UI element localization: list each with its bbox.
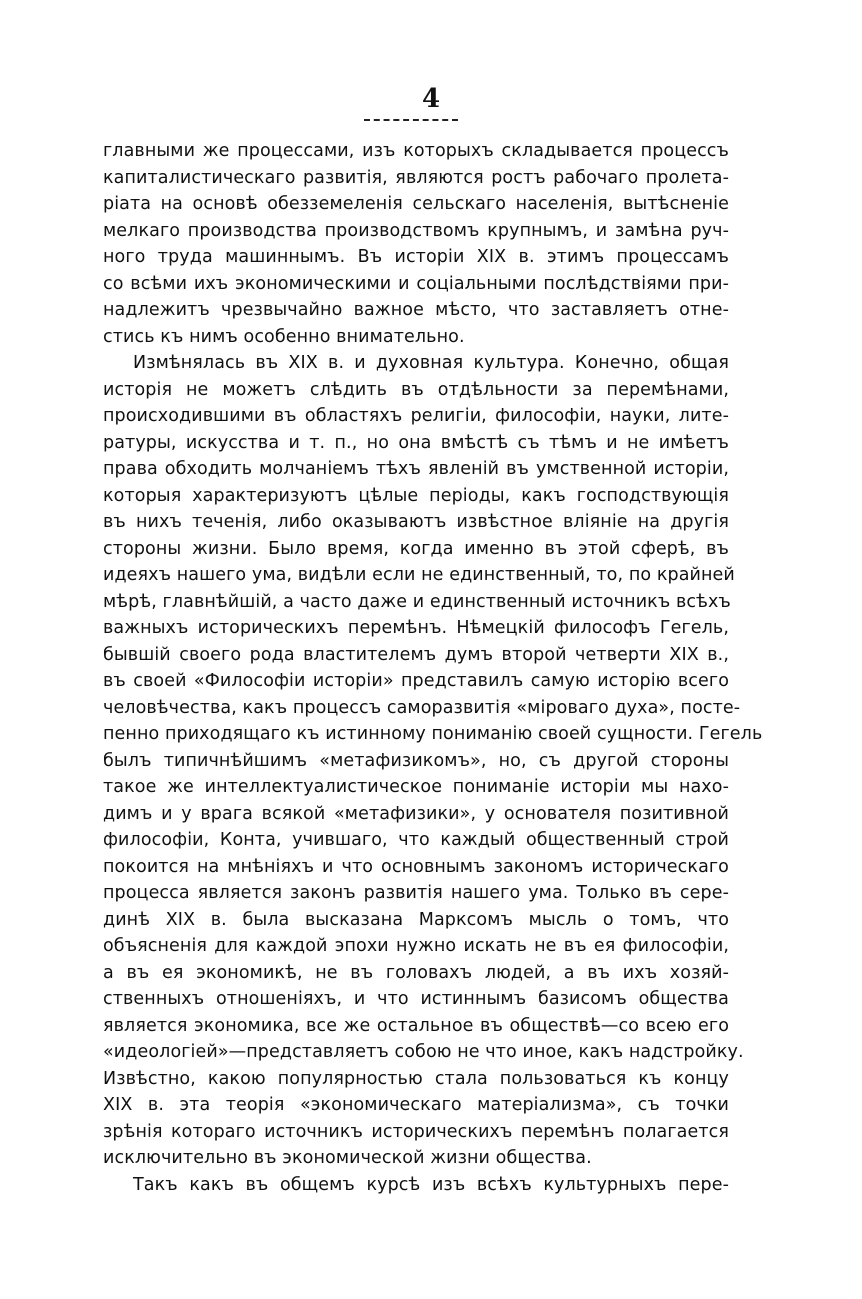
text-line: философіи, Конта, учившаго, что каждый общественный строй	[103, 830, 729, 850]
text-line: Извѣстно, какою популярностью стала пользоваться къ концу	[103, 1068, 729, 1089]
text-line: ного труда машиннымъ. Въ исторіи XIX в. этимъ процессамъ	[103, 247, 729, 267]
text-line: «идеологіей»—представляетъ собою не что иное, какъ надстройку.	[103, 1042, 744, 1062]
text-line: ріата на основѣ обезземеленія сельскаго населенія, вытѣсненіе	[103, 194, 729, 214]
text-line: главными же процессами, изъ которыхъ складывается процессъ	[103, 141, 729, 161]
page-number-rule	[364, 119, 458, 121]
text-line: Измѣнялась въ XIX в. и духовная культура. Конечно, общая	[133, 353, 729, 373]
text-line: Такъ какъ въ общемъ курсѣ изъ всѣхъ культурныхъ пере-	[133, 1174, 729, 1195]
text-line: со всѣми ихъ экономическими и соціальными послѣдствіями при-	[103, 273, 729, 294]
text-line: идеяхъ нашего ума, видѣли если не единственный, то, по крайней	[103, 565, 735, 585]
text-line: такое же интеллектуалистическое пониманіе исторіи мы нахо-	[103, 777, 729, 797]
text-line: происходившими въ областяхъ религіи, философіи, науки, лите-	[103, 406, 729, 426]
text-line: процесса является законъ развитія нашего ума. Только въ сере-	[103, 883, 729, 903]
text-line: стороны жизни. Было время, когда именно въ этой сферѣ, въ	[103, 538, 729, 559]
text-line: въ нихъ теченія, либо оказываютъ извѣстное вліяніе на другія	[103, 512, 729, 532]
text-line: права обходить молчаніемъ тѣхъ явленій въ умственной исторіи,	[103, 459, 729, 479]
text-line: важныхъ историческихъ перемѣнъ. Нѣмецкій философъ Гегель,	[103, 618, 729, 638]
text-line: а въ ея экономикѣ, не въ головахъ людей, а въ ихъ хозяй-	[103, 962, 729, 983]
text-line: мѣрѣ, главнѣйшій, а часто даже и единственный источникъ всѣхъ	[103, 591, 731, 612]
text-line: человѣчества, какъ процессъ саморазвитія «міроваго духа», посте-	[103, 697, 741, 718]
text-line: является экономика, все же остальное въ обществѣ—со всею его	[103, 1015, 729, 1036]
text-line: капиталистическаго развитія, являются ростъ рабочаго пролета-	[103, 167, 729, 188]
text-line: которыя характеризуютъ цѣлые періоды, какъ господствующія	[103, 485, 729, 506]
text-line: мелкаго производства производствомъ крупнымъ, и замѣна руч-	[103, 220, 729, 241]
text-line: стись къ нимъ особенно внимательно.	[103, 326, 465, 347]
text-line: динѣ XIX в. была высказана Марксомъ мысль о томъ, что	[103, 909, 729, 930]
text-line: былъ типичнѣйшимъ «метафизикомъ», но, съ другой стороны	[103, 750, 729, 771]
text-line: покоится на мнѣніяхъ и что основнымъ закономъ историческаго	[103, 856, 729, 877]
page-number: 4	[421, 84, 441, 114]
text-line: въ своей «Философіи исторіи» представилъ самую исторію всего	[103, 671, 729, 691]
text-line: ственныхъ отношеніяхъ, и что истиннымъ базисомъ общества	[103, 989, 729, 1009]
text-line: объясненія для каждой эпохи нужно искать не въ ея философіи,	[103, 936, 729, 956]
text-line: исторія не можетъ слѣдить въ отдѣльности за перемѣнами,	[103, 379, 729, 400]
text-line: исключительно въ экономической жизни общества.	[103, 1148, 592, 1168]
text-line: димъ и у врага всякой «метафизики», у основателя позитивной	[103, 803, 729, 824]
text-line: надлежитъ чрезвычайно важное мѣсто, что заставляетъ отне-	[103, 300, 729, 320]
text-line: ратуры, искусства и т. п., но она вмѣстѣ съ тѣмъ и не имѣетъ	[103, 432, 729, 453]
text-line: пенно приходящаго къ истинному пониманію своей сущности. Гегель	[103, 724, 763, 744]
text-line: XIX в. эта теорія «экономическаго матеріализма», съ точки	[103, 1095, 729, 1115]
text-line: бывшій своего рода властителемъ думъ второй четверти XIX в.,	[103, 644, 729, 665]
text-line: зрѣнія котораго источникъ историческихъ перемѣнъ полагается	[103, 1121, 729, 1142]
